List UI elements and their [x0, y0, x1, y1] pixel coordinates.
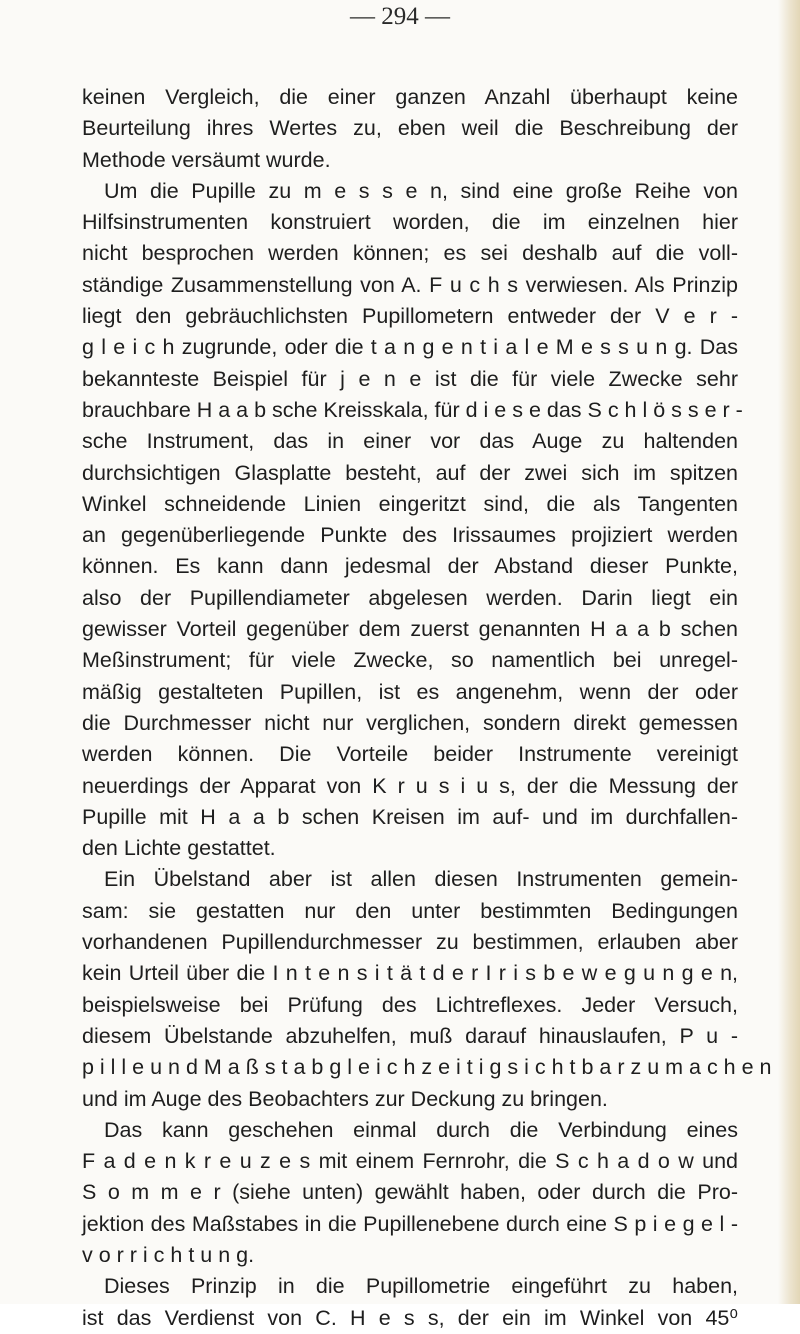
text-line: mäßig gestalteten Pupillen, ist es angenehm, wenn der oder — [82, 679, 738, 704]
text-line: F a d e n k r e u z e s mit einem Fernrohr, die S c h a d o w und — [82, 1149, 738, 1174]
text-line: Pupille mit H a a b schen Kreisen im auf- und im durchfallen- — [82, 804, 738, 829]
text-line: also der Pupillendiameter abgelesen werden. Darin liegt ein — [82, 585, 738, 610]
text-line: v o r r i c h t u n g. — [82, 1242, 255, 1267]
text-line: ständige Zusammenstellung von A. F u c h s verwiesen. Als Prinzip — [82, 272, 738, 297]
text-line: diesem Übelstande abzuhelfen, muß darauf hinauslaufen, P u - — [82, 1023, 738, 1048]
text-line: sche Instrument, das in einer vor das Auge zu haltenden — [82, 429, 738, 454]
text-line: gewisser Vorteil gegenüber dem zuerst genannten H a a b schen — [82, 617, 738, 642]
text-line: werden können. Die Vorteile beider Instrumente vereinigt — [82, 742, 738, 767]
text-line: den Lichte gestattet. — [82, 836, 276, 861]
text-line: nicht besprochen werden können; es sei deshalb auf die voll- — [82, 241, 738, 266]
text-line: Meßinstrument; für viele Zwecke, so namentlich bei unregel- — [82, 648, 738, 673]
text-line: g l e i c h zugrunde, oder die t a n g e n t i a l e M e s s u n g. Das — [82, 335, 738, 360]
text-line: an gegenüberliegende Punkte des Irissaumes projiziert werden — [82, 523, 738, 548]
text-line: p i l l e u n d M a ß s t a b g l e i c h z e i t i g s i c h t b a r z u m a c h e n — [82, 1055, 772, 1080]
text-line: neuerdings der Apparat von K r u s i u s, der die Messung der — [82, 773, 738, 798]
text-line: und im Auge des Beobachters zur Deckung zu bringen. — [82, 1086, 608, 1111]
text-line: ist das Verdienst von C. H e s s, der ein im Winkel von 45⁰ — [82, 1305, 738, 1330]
text-line: die Durchmesser nicht nur verglichen, sondern direkt gemessen — [82, 710, 738, 735]
text-line: durchsichtigen Glasplatte besteht, auf der zwei sich im spitzen — [82, 460, 738, 485]
text-line: Dieses Prinzip in die Pupillometrie eingeführt zu haben, — [104, 1274, 738, 1299]
text-line: bekannteste Beispiel für j e n e ist die für viele Zwecke sehr — [82, 366, 738, 391]
page-number: — 294 — — [350, 3, 450, 30]
text-line: Methode versäumt wurde. — [82, 147, 331, 172]
text-line: Winkel schneidende Linien eingeritzt sind, die als Tangenten — [82, 491, 738, 516]
text-line: vorhandenen Pupillendurchmesser zu bestimmen, erlauben aber — [82, 930, 738, 955]
text-line: beispielsweise bei Prüfung des Lichtreflexes. Jeder Versuch, — [82, 992, 738, 1017]
text-line: Das kann geschehen einmal durch die Verbindung eines — [104, 1117, 738, 1142]
text-line: Beurteilung ihres Wertes zu, eben weil die Beschreibung der — [82, 116, 738, 141]
text-line: Hilfsinstrumenten konstruiert worden, die im einzelnen hier — [82, 210, 738, 235]
text-line: S o m m e r (siehe unten) gewählt haben, oder durch die Pro- — [82, 1180, 738, 1205]
body-text — [82, 82, 772, 1334]
text-line: Ein Übelstand aber ist allen diesen Instrumenten gemein- — [104, 867, 738, 892]
page-edge-shadow — [778, 0, 800, 1304]
text-line: Um die Pupille zu m e s s e n, sind eine große Reihe von — [104, 178, 738, 203]
text-line: keinen Vergleich, die einer ganzen Anzahl überhaupt keine — [82, 85, 738, 109]
text-line: kein Urteil über die I n t e n s i t ä t d e r I r i s b e w e g u n g e n, — [82, 961, 738, 986]
text-line: jektion des Maßstabes in die Pupillenebene durch eine S p i e g e l - — [82, 1211, 738, 1236]
text-line: liegt den gebräuchlichsten Pupillometern entweder der V e r - — [82, 304, 738, 329]
text-line: können. Es kann dann jedesmal der Abstand dieser Punkte, — [82, 554, 738, 579]
text-line: brauchbare H a a b sche Kreisskala, für d i e s e das S c h l ö s s e r - — [82, 397, 743, 422]
text-line: sam: sie gestatten nur den unter bestimmten Bedingungen — [82, 898, 738, 923]
